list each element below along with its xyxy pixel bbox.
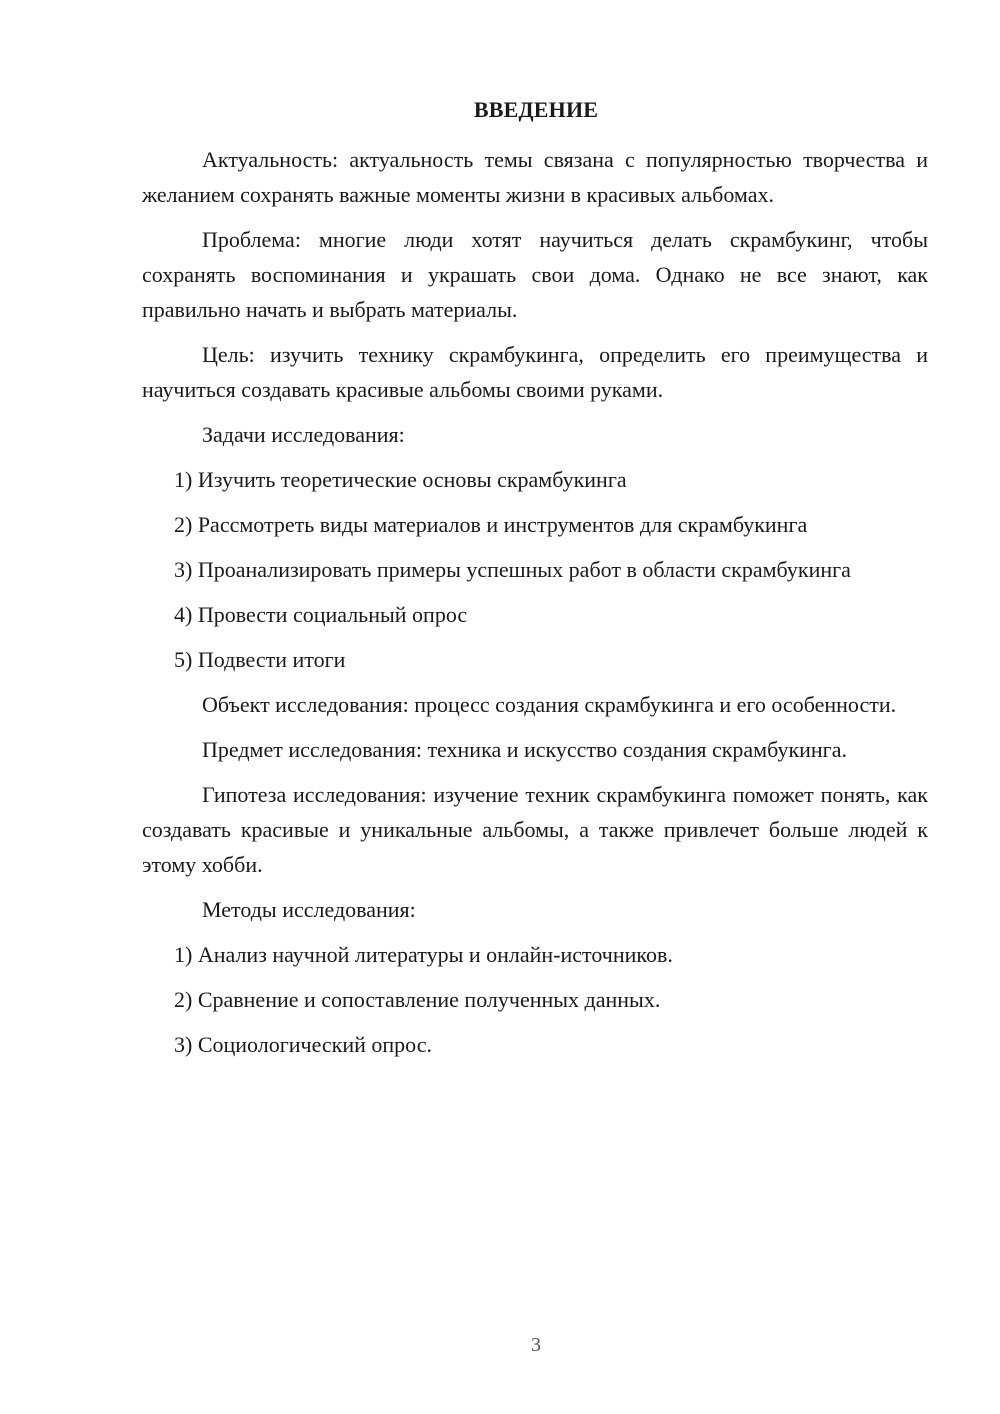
task-item-1: 1) Изучить теоретические основы скрамбукинга	[174, 467, 627, 492]
object-paragraph: Объект исследования: процесс создания скрамбукинга и его особенности.	[202, 692, 897, 717]
section-title: ВВЕДЕНИЕ	[473, 97, 599, 122]
goal-paragraph: Цель: изучить технику скрамбукинга, определить его преимущества и научиться создавать красивые альбомы своими руками.	[142, 342, 928, 402]
problem-paragraph: Проблема: многие люди хотят научиться делать скрамбукинг, чтобы сохранять воспоминания и украшать свои дома. Однако не все знают, как правильно начать и выбрать материалы.	[142, 227, 928, 322]
subject-paragraph: Предмет исследования: техника и искусство создания скрамбукинга.	[202, 737, 847, 762]
page-number: 3	[531, 1334, 541, 1356]
relevance-paragraph: Актуальность: актуальность темы связана с популярностью творчества и желанием сохранять важные моменты жизни в красивых альбомах.	[142, 147, 928, 207]
task-item-3: 3) Проанализировать примеры успешных работ в области скрамбукинга	[174, 557, 851, 582]
task-item-5: 5) Подвести итоги	[174, 647, 346, 672]
task-item-2: 2) Рассмотреть виды материалов и инструментов для скрамбукинга	[174, 512, 808, 537]
document-body	[142, 142, 928, 1072]
method-item-2: 2) Сравнение и сопоставление полученных данных.	[174, 987, 661, 1012]
tasks-heading: Задачи исследования:	[202, 422, 405, 447]
method-item-3: 3) Социологический опрос.	[174, 1032, 432, 1057]
methods-heading: Методы исследования:	[202, 897, 416, 922]
hypothesis-paragraph: Гипотеза исследования: изучение техник скрамбукинга поможет понять, как создавать красивые и уникальные альбомы, а также привлечет больше людей к этому хобби.	[142, 782, 928, 877]
method-item-1: 1) Анализ научной литературы и онлайн-источников.	[174, 942, 673, 967]
task-item-4: 4) Провести социальный опрос	[174, 602, 468, 627]
